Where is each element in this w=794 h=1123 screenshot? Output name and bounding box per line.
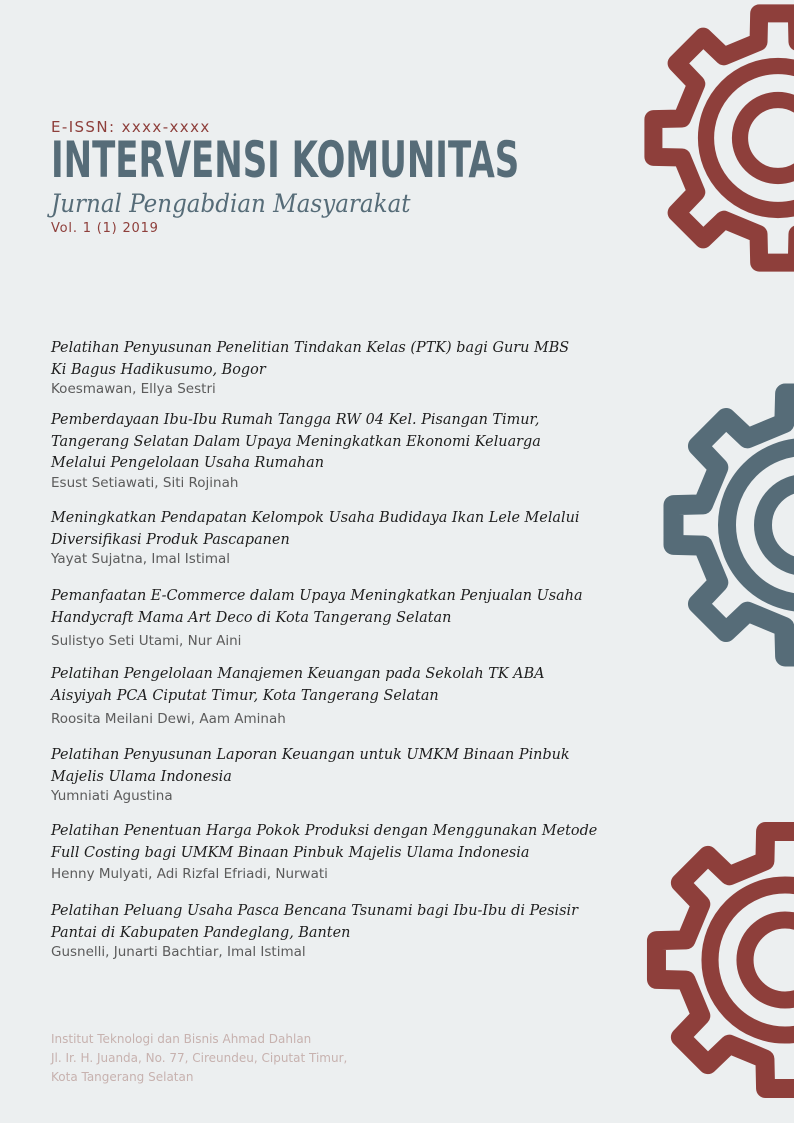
article-title-line: Diversifikasi Produk Pascapanen [51, 529, 290, 548]
article-authors: Sulistyo Seti Utami, Nur Aini [51, 633, 242, 649]
article-authors: Gusnelli, Junarti Bachtiar, Imal Istimal [51, 944, 306, 960]
gear-outline [653, 13, 794, 262]
article-title-line: Pelatihan Pengelolaan Manajemen Keuangan pada Sekolah TK ABA [51, 664, 545, 682]
article-title [51, 585, 583, 628]
gear-ring [740, 100, 794, 176]
gear-icon-middle [655, 375, 794, 675]
article-title [51, 744, 569, 787]
gear-icon-top [638, 0, 794, 278]
article-authors: Esust Setiawati, Siti Rojinah [51, 474, 239, 491]
article-authors: Roosita Meilani Dewi, Aam Aminah [51, 711, 286, 727]
gear-outline [656, 831, 794, 1088]
article-title-line: Meningkatkan Pendapatan Kelompok Usaha Budidaya Ikan Lele Melalui [51, 508, 580, 526]
journal-subtitle: Jurnal Pengabdian Masyarakat [51, 189, 411, 218]
journal-title: INTERVENSI KOMUNITAS [51, 131, 520, 189]
article-authors: Yumniati Agustina [51, 788, 173, 804]
publisher-city: Kota Tangerang Selatan [51, 1070, 194, 1084]
article-authors: Yayat Sujatna, Imal Istimal [51, 551, 231, 567]
article-entry [51, 820, 598, 883]
publisher-name: Institut Teknologi dan Bisnis Ahmad Dahlan [51, 1032, 312, 1046]
article-title-line: Pelatihan Penyusunan Penelitian Tindakan Kelas (PTK) bagi Guru MBS [51, 338, 570, 356]
gear-ring [706, 66, 794, 210]
article-title [51, 507, 580, 550]
publisher-street: Jl. Ir. H. Juanda, No. 77, Cireundeu, Ciputat Timur, [51, 1051, 348, 1065]
article-authors: Koesmawan, Ellya Sestri [51, 381, 216, 397]
article-entry [51, 337, 591, 398]
volume-label: Vol. 1 (1) 2019 [51, 221, 159, 236]
issn-label: E-ISSN: xxxx-xxxx [51, 118, 211, 136]
article-title-line: Full Costing bagi UMKM Binaan Pinbuk Majelis Ulama Indonesia [51, 842, 530, 861]
article-title-line: Tangerang Selatan Dalam Upaya Meningkatkan Ekonomi Keluarga [51, 431, 541, 450]
article-title [51, 900, 578, 943]
article-entry [51, 507, 591, 568]
article-title-line: Pantai di Kabupaten Pandeglang, Banten [51, 922, 351, 941]
article-title [51, 663, 569, 706]
article-title-line: Pemberdayaan Ibu-Ibu Rumah Tangga RW 04 Kel. Pisangan Timur, [51, 410, 540, 428]
article-authors: Henny Mulyati, Adi Rizfal Efriadi, Nurwati [51, 866, 328, 882]
article-title-line: Ki Bagus Hadikusumo, Bogor [51, 359, 266, 378]
article-title [51, 337, 569, 380]
article-entry [51, 900, 591, 961]
gear-ring [745, 920, 794, 1000]
article-title-line: Majelis Ulama Indonesia [51, 766, 232, 785]
article-title-line: Aisyiyah PCA Ciputat Timur, Kota Tangerang Selatan [51, 685, 439, 704]
gear-icon-bottom [640, 815, 794, 1105]
article-entry [51, 409, 591, 492]
article-title-line: Pelatihan Penentuan Harga Pokok Produksi dengan Menggunakan Metode [51, 821, 598, 839]
article-title [51, 409, 569, 474]
publisher-address [51, 1030, 347, 1087]
gear-ring [763, 483, 794, 567]
article-title-line: Handycraft Mama Art Deco di Kota Tangerang Selatan [51, 607, 452, 626]
article-title [51, 820, 598, 863]
article-entry [51, 585, 591, 650]
article-entry [51, 663, 591, 728]
article-title-line: Pelatihan Peluang Usaha Pasca Bencana Tsunami bagi Ibu-Ibu di Pesisir [51, 901, 578, 919]
article-title-line: Melalui Pengelolaan Usaha Rumahan [51, 453, 325, 471]
article-title-line: Pelatihan Penyusunan Laporan Keuangan untuk UMKM Binaan Pinbuk [51, 745, 570, 763]
article-entry [51, 744, 591, 805]
article-title-line: Pemanfaatan E-Commerce dalam Upaya Meningkatkan Penjualan Usaha [51, 586, 583, 604]
